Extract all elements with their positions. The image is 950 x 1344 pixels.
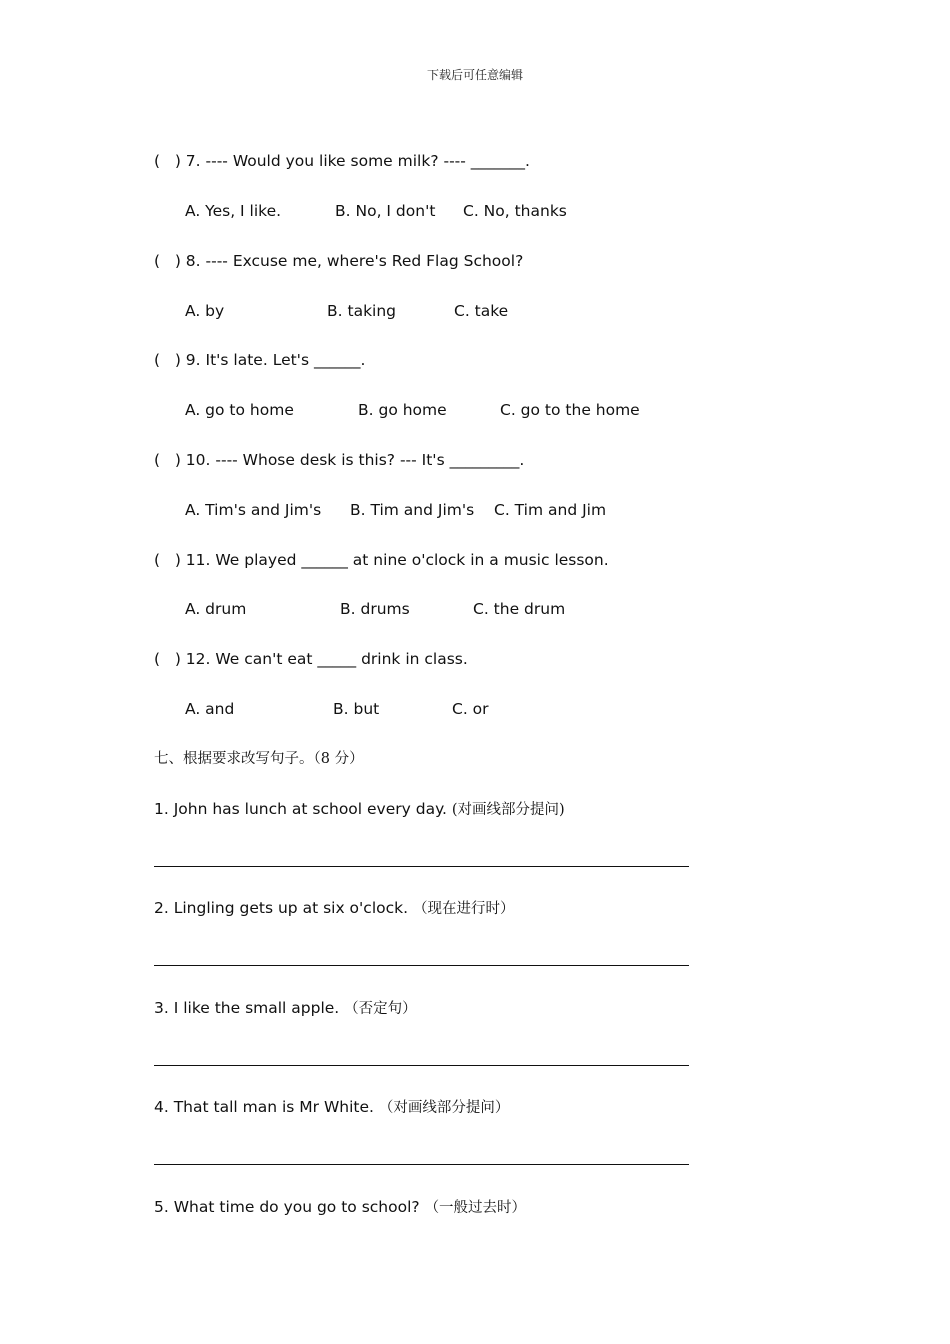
rewrite-instruction: （现在进行时）	[412, 901, 515, 917]
question-11-options	[0, 599, 950, 679]
rewrite-instruction: （一般过去时）	[424, 1200, 527, 1216]
option-b: B. No, I don't	[335, 202, 436, 220]
question-8-stem: ( ) 8. ---- Excuse me, where's Red Flag School?	[154, 252, 524, 270]
question-12-options	[0, 699, 950, 779]
option-b: B. go home	[358, 401, 447, 419]
answer-line-3[interactable]	[154, 1065, 689, 1066]
rewrite-sentence: 3. I like the small apple.	[154, 999, 345, 1017]
option-c: C. No, thanks	[463, 202, 567, 220]
option-c: C. take	[454, 302, 509, 320]
option-c: C. or	[452, 700, 489, 718]
option-b: B. drums	[340, 600, 410, 618]
option-b: B. Tim and Jim's	[350, 501, 475, 519]
answer-line-4[interactable]	[154, 1164, 689, 1165]
option-a: A. go to home	[185, 401, 294, 419]
rewrite-instruction: （否定句）	[344, 1001, 417, 1017]
answer-line-1[interactable]	[154, 866, 689, 867]
page-header: 下载后可任意编辑	[426, 68, 523, 82]
option-a: A. Yes, I like.	[185, 202, 282, 220]
question-12-stem: ( ) 12. We can't eat _____ drink in class.	[154, 650, 468, 668]
section-7-title: 七、根据要求改写句子。（8 分）	[154, 751, 364, 767]
question-7-stem: ( ) 7. ---- Would you like some milk? ---- _______.	[154, 152, 530, 170]
rewrite-item-3	[154, 998, 417, 1019]
question-10-stem: ( ) 10. ---- Whose desk is this? --- It's _________.	[154, 451, 525, 469]
option-a: A. and	[185, 700, 235, 718]
rewrite-item-4	[154, 1097, 509, 1118]
option-c: C. Tim and Jim	[494, 501, 607, 519]
option-a: A. Tim's and Jim's	[185, 501, 322, 519]
question-8-options	[0, 301, 950, 381]
answer-line-2[interactable]	[154, 965, 689, 966]
rewrite-item-2	[154, 898, 514, 919]
option-c: C. go to the home	[500, 401, 640, 419]
rewrite-item-5	[154, 1197, 526, 1218]
rewrite-instruction: (对画线部分提问)	[451, 802, 565, 818]
option-b: B. taking	[327, 302, 397, 320]
rewrite-sentence: 2. Lingling gets up at six o'clock.	[154, 899, 413, 917]
rewrite-sentence: 4. That tall man is Mr White.	[154, 1098, 379, 1116]
rewrite-sentence: 1. John has lunch at school every day.	[154, 800, 452, 818]
rewrite-instruction: （对画线部分提问）	[378, 1100, 510, 1116]
option-a: A. drum	[185, 600, 247, 618]
question-9-stem: ( ) 9. It's late. Let's ______.	[154, 351, 366, 369]
option-a: A. by	[185, 302, 225, 320]
question-11-stem: ( ) 11. We played ______ at nine o'clock in a music lesson.	[154, 551, 609, 569]
rewrite-item-1	[154, 799, 565, 820]
option-b: B. but	[333, 700, 380, 718]
option-c: C. the drum	[473, 600, 566, 618]
rewrite-sentence: 5. What time do you go to school?	[154, 1198, 425, 1216]
